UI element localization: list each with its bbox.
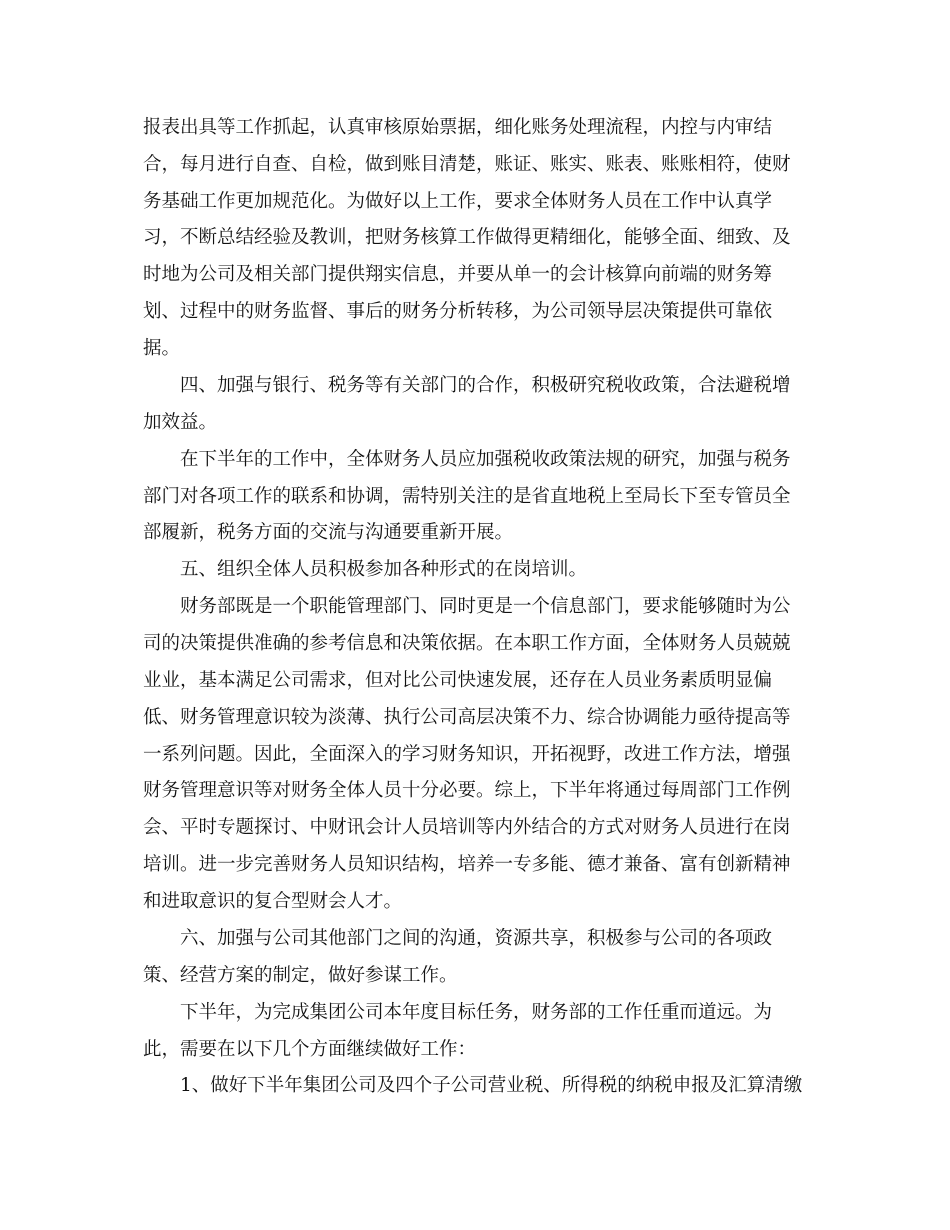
- paragraph-line: 在下半年的工作中，全体财务人员应加强税收政策法规的研究，加强与税务: [180, 449, 791, 470]
- paragraph-line: 此，需要在以下几个方面继续做好工作：: [143, 1039, 477, 1060]
- section-heading-line: 策、经营方案的制定，做好参谋工作。: [143, 965, 458, 986]
- paragraph-line: 培训。进一步完善财务人员知识结构，培养一专多能、德才兼备、富有创新精神: [143, 854, 791, 875]
- paragraph-line: 一系列问题。因此，全面深入的学习财务知识，开拓视野，改进工作方法，增强: [143, 744, 791, 765]
- paragraph-line: 部履新，税务方面的交流与沟通要重新开展。: [143, 522, 514, 543]
- paragraph-line: 下半年，为完成集团公司本年度目标任务，财务部的工作任重而道远。为: [180, 1002, 773, 1023]
- paragraph-line: 和进取意识的复合型财会人才。: [143, 891, 403, 912]
- paragraph-line: 业业，基本满足公司需求，但对比公司快速发展，还存在人员业务素质明显偏: [143, 670, 773, 691]
- paragraph-line: 划、过程中的财务监督、事后的财务分析转移，为公司领导层决策提供可靠依: [143, 301, 773, 322]
- paragraph-line: 时地为公司及相关部门提供翔实信息，并要从单一的会计核算向前端的财务筹: [143, 264, 773, 285]
- section-heading-line: 六、加强与公司其他部门之间的沟通，资源共享，积极参与公司的各项政: [180, 928, 773, 949]
- paragraph-line: 合，每月进行自查、自检，做到账目清楚，账证、账实、账表、账账相符，使财: [143, 154, 791, 175]
- section-heading-line: 加效益。: [143, 412, 218, 433]
- paragraph-line: 财务管理意识等对财务全体人员十分必要。综上，下半年将通过每周部门工作例: [143, 780, 791, 801]
- paragraph-line: 财务部既是一个职能管理部门、同时更是一个信息部门，要求能够随时为公: [180, 596, 791, 617]
- paragraph-line: 务基础工作更加规范化。为做好以上工作，要求全体财务人员在工作中认真学: [143, 191, 773, 212]
- paragraph-line: 报表出具等工作抓起，认真审核原始票据，细化账务处理流程，内控与内审结: [143, 117, 773, 138]
- paragraph-line: 据。: [143, 338, 181, 359]
- paragraph-line: 习，不断总结经验及教训，把财务核算工作做得更精细化，能够全面、细致、及: [143, 227, 791, 248]
- list-item-line: 1、做好下半年集团公司及四个子公司营业税、所得税的纳税申报及汇算清缴: [180, 1075, 803, 1096]
- paragraph-line: 低、财务管理意识较为淡薄、执行公司高层决策不力、综合协调能力亟待提高等: [143, 707, 791, 728]
- paragraph-line: 部门对各项工作的联系和协调，需特别关注的是省直地税上至局长下至专管员全: [143, 486, 791, 507]
- paragraph-line: 司的决策提供准确的参考信息和决策依据。在本职工作方面，全体财务人员兢兢: [143, 633, 791, 654]
- section-heading-line: 四、加强与银行、税务等有关部门的合作，积极研究税收政策，合法避税增: [180, 375, 791, 396]
- paragraph-line: 会、平时专题探讨、中财讯会计人员培训等内外结合的方式对财务人员进行在岗: [143, 817, 791, 838]
- section-heading-line: 五、组织全体人员积极参加各种形式的在岗培训。: [180, 559, 588, 580]
